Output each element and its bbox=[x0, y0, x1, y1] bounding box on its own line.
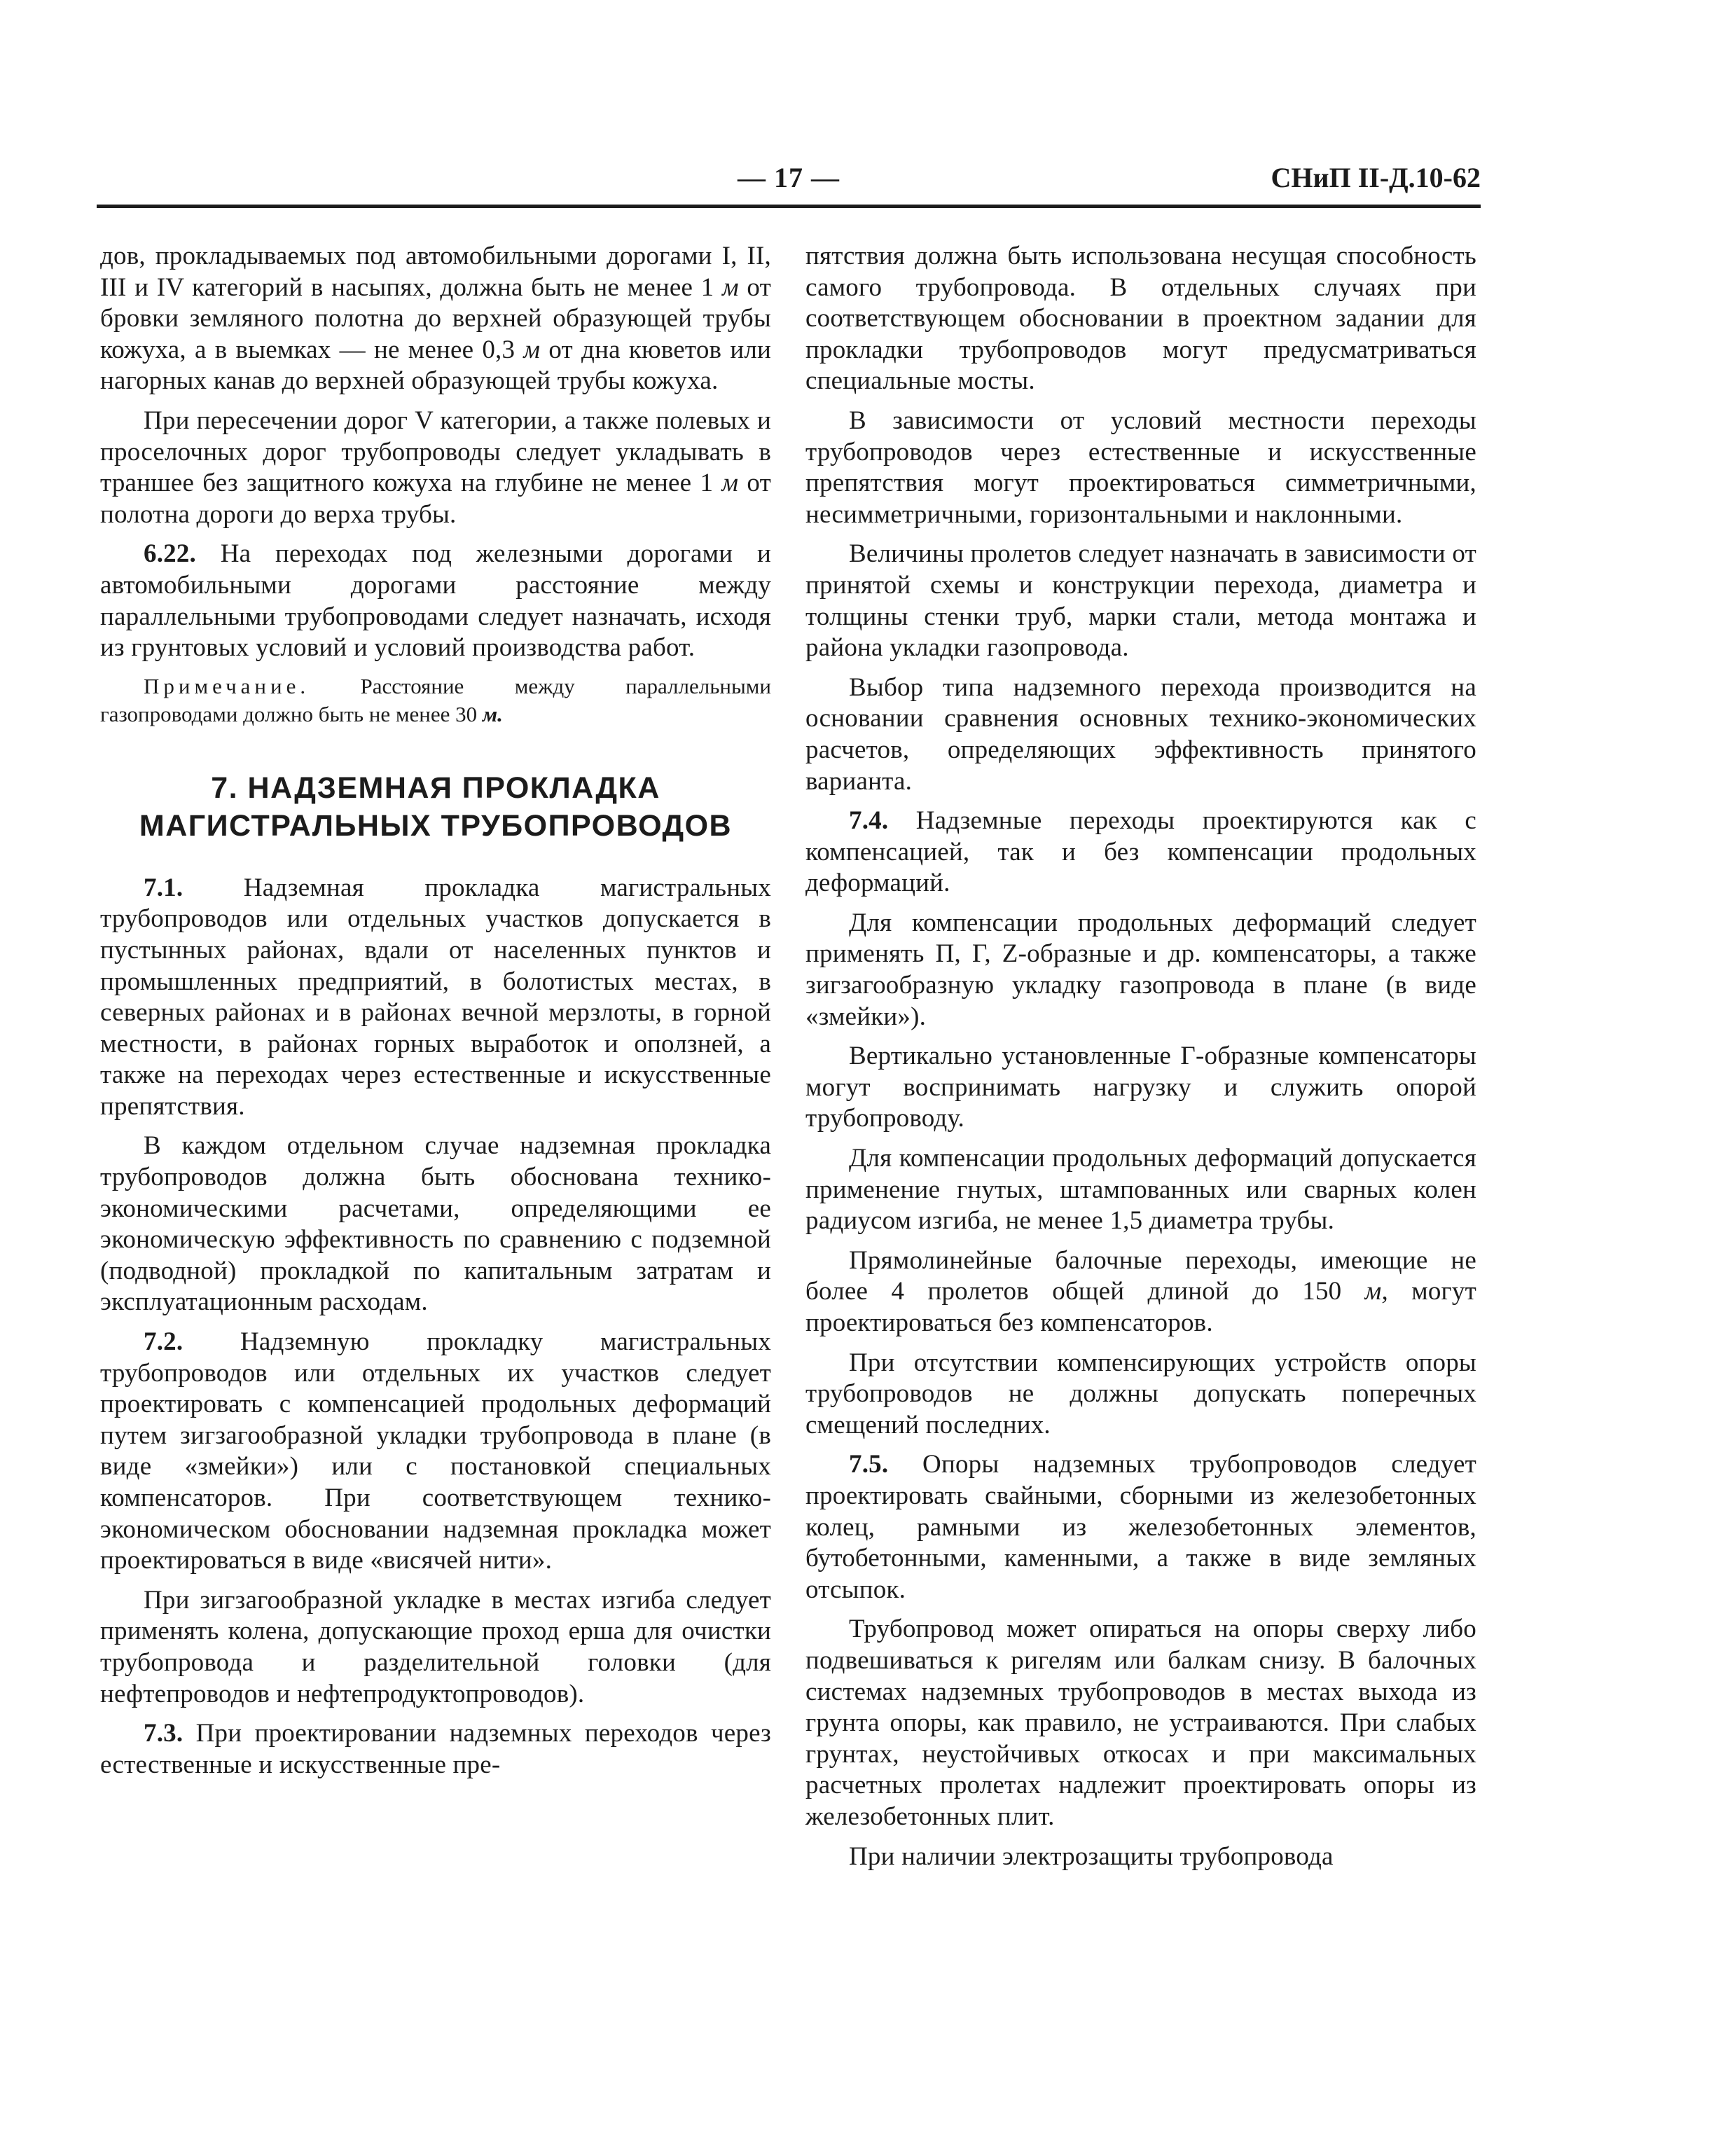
paragraph-compensators: Для компенсации продольных деформаций следует применять П, Г, Z-образные и др. компенсаторы, а также зигзагообразную укладку газопровода в плане (в виде «змейки»). bbox=[805, 908, 1476, 1031]
paragraph-road-casing-depth: дов, прокладываемых под автомобильными дорогами I, II, III и IV категорий в насыпях, должна быть не менее 1 м от бровки земляного полотна до верхней образующей трубы кожуха, а в выемках — не менее 0,3 м от дна кюветов или нагорных канав до верхней образующей трубы кожуха. bbox=[100, 242, 771, 396]
clause-6-22: 6.22. На переходах под железными дорогами и автомобильными дорогами расстояние между параллельными трубопроводами следует назначать, исходя из грунтовых условий и условий производства работ. bbox=[100, 539, 771, 663]
paragraph-zigzag-bends: При зигзагообразной укладке в местах изгиба следует применять колена, допускающие проход ерша для очистки трубопровода и разделительной головки (для нефтепроводов и нефтепродуктопроводов). bbox=[100, 1585, 771, 1708]
paragraph-no-compensation: При отсутствии компенсирующих устройств опоры трубопроводов не должны допускать поперечных смещений последних. bbox=[805, 1348, 1476, 1439]
paragraph-electroprotection: При наличии электрозащиты трубопровода bbox=[849, 1841, 1334, 1871]
note-label: Примечание. bbox=[144, 673, 310, 698]
clause-7-4: 7.4. Надземные переходы проектируются как с компенсацией, так и без компенсации продольных деформаций. bbox=[805, 806, 1476, 898]
clause-number: 7.1. bbox=[144, 873, 184, 902]
clause-number: 7.4. bbox=[849, 806, 889, 836]
clause-7-1: 7.1. Надземная прокладка магистральных трубопроводов или отдельных участков допускается в пустынных районах, вдали от населенных пунктов и промышленных предприятий, в болотистых местах, в северных районах и в районах вечной мерзлоты, в горной местности, в районах горных выработок и оползней, а также на переходах через естественные и искусственные препятствия. bbox=[100, 873, 771, 1121]
clause-7-5: 7.5. Опоры надземных трубопроводов следует проектировать свайными, сборными из железобетонных колец, рамными из железобетонных элементов, бутобетонными, каменными, а также в виде земляных отсыпок. bbox=[805, 1450, 1476, 1604]
page-header bbox=[97, 157, 1481, 202]
clause-7-2: 7.2. Надземную прокладку магистральных трубопроводов или отдельных их участков следует проектировать с компенсацией продольных деформаций путем зигзагообразной укладки трубопровода в плане (в виде «змейки») или с постановкой специальных компенсаторов. При соответствующем технико-экономическом обосновании надземная прокладка может проектироваться в виде «висячей нити». bbox=[100, 1327, 771, 1575]
clause-number: 7.3. bbox=[144, 1719, 184, 1748]
section-title: 7. НАДЗЕМНАЯ ПРОКЛАДКА МАГИСТРАЛЬНЫХ ТРУБОПРОВОДОВ bbox=[139, 771, 733, 843]
paragraph-straight-beam-crossings: Прямолинейные балочные переходы, имеющие не более 4 пролетов общей длиной до 150 м, могут проектироваться без компенсаторов. bbox=[805, 1245, 1476, 1337]
right-column bbox=[805, 241, 1476, 1881]
clause-number: 7.2. bbox=[144, 1327, 184, 1357]
paragraph-bearing-capacity: пятствия должна быть использована несущая способность самого трубопровода. В отдельных случаях при соответствующем обосновании в проектном задании для прокладки трубопроводов могут предусматриваться специальные мосты. bbox=[805, 242, 1476, 396]
clause-7-3: 7.3. При проектировании надземных переходов через естественные и искусственные пре- bbox=[100, 1719, 771, 1779]
page-number: — 17 — bbox=[738, 162, 840, 193]
document-code: СНиП II-Д.10-62 bbox=[1271, 162, 1481, 193]
paragraph-span-values: Величины пролетов следует назначать в зависимости от принятой схемы и конструкции перехода, диаметра и толщины стенки труб, марки стали, метода монтажа и района укладки газопровода. bbox=[805, 539, 1476, 663]
note: Примечание. Расстояние между параллельными газопроводами должно быть не менее 30 м. bbox=[100, 673, 771, 726]
paragraph-crossing-types: В зависимости от условий местности переходы трубопроводов через естественные и искусственные препятствия могут проектироваться симметричными, несимметричными, горизонтальными и наклонными. bbox=[805, 406, 1476, 529]
header-divider bbox=[97, 205, 1481, 208]
paragraph-pipeline-support: Трубопровод может опираться на опоры сверху либо подвешиваться к ригелям или балкам снизу. В балочных системах надземных трубопроводов в местах выхода из грунта опоры, как правило, не устраиваются. При слабых грунтах, неустойчивых откосах и при максимальных расчетных пролетах надлежит проектировать опоры из железобетонных плит. bbox=[805, 1615, 1476, 1831]
left-column bbox=[100, 241, 771, 1789]
paragraph-vertical-compensators: Вертикально установленные Г-образные компенсаторы могут воспринимать нагрузку и служить опорой трубопроводу. bbox=[805, 1042, 1476, 1133]
paragraph-economic-justification: В каждом отдельном случае надземная прокладка трубопроводов должна быть обоснована технико-экономическими расчетами, определяющими ее экономическую эффективность по сравнению с подземной (подводной) прокладкой по капитальным затратам и эксплуатационным расходам. bbox=[100, 1131, 771, 1317]
paragraph-crossing-selection: Выбор типа надземного перехода производится на основании сравнения основных технико-экономических расчетов, определяющих эффективность принятого варианта. bbox=[805, 672, 1476, 796]
clause-number: 6.22. bbox=[144, 539, 196, 569]
paragraph-category-v-roads: При пересечении дорог V категории, а также полевых и проселочных дорог трубопроводы следует укладывать в траншее без защитного кожуха на глубине не менее 1 м от полотна дороги до верха трубы. bbox=[100, 406, 771, 529]
paragraph-bends: Для компенсации продольных деформаций допускается применение гнутых, штампованных или сварных колен радиусом изгиба, не менее 1,5 диаметра трубы. bbox=[805, 1144, 1476, 1236]
clause-number: 7.5. bbox=[849, 1450, 889, 1479]
